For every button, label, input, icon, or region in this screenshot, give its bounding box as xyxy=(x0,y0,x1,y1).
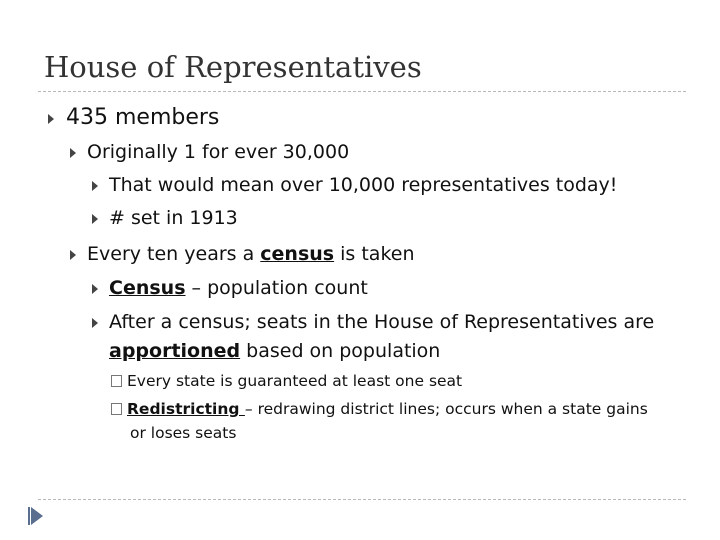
bullet-arrow-icon xyxy=(92,214,98,224)
bullet-guaranteed xyxy=(111,372,462,390)
box-bullet-icon xyxy=(111,403,122,415)
bullet-arrow-icon xyxy=(48,114,54,124)
bullet-redistricting xyxy=(111,400,648,418)
apportioned-term: apportioned xyxy=(109,340,241,362)
slide-title: House of Representatives xyxy=(44,50,422,84)
census-post-text: is taken xyxy=(334,243,415,265)
guaranteed-text: Every state is guaranteed at least one seat xyxy=(127,372,463,390)
bullet-mean: That would mean over 10,000 representatives today! xyxy=(109,174,618,196)
bullet-census-definition xyxy=(109,277,368,299)
slide-nav-play-icon[interactable] xyxy=(31,507,43,525)
title-divider xyxy=(38,91,686,92)
census-definition-term: Census xyxy=(109,277,186,299)
bullet-members: 435 members xyxy=(66,105,220,130)
bullet-arrow-icon xyxy=(70,148,76,158)
footer-divider xyxy=(38,499,686,500)
census-term: census xyxy=(260,243,335,265)
bullet-arrow-icon xyxy=(92,284,98,294)
bullet-after-census-line2 xyxy=(109,340,440,362)
apportioned-rest: based on population xyxy=(240,340,441,362)
bullet-after-census-line1: After a census; seats in the House of Representatives are xyxy=(109,311,655,333)
box-bullet-icon xyxy=(111,375,122,387)
bullet-arrow-icon xyxy=(92,181,98,191)
bullet-redistricting-line2: or loses seats xyxy=(130,424,237,442)
redistricting-term: Redistricting xyxy=(127,400,245,418)
bullet-set: # set in 1913 xyxy=(109,207,238,229)
bullet-originally: Originally 1 for ever 30,000 xyxy=(87,141,350,163)
slide-nav-bar-icon[interactable] xyxy=(28,507,30,525)
redistricting-text: – redrawing district lines; occurs when a state gains xyxy=(244,400,648,418)
census-pre-text: Every ten years a xyxy=(87,243,261,265)
bullet-arrow-icon xyxy=(92,318,98,328)
census-definition-text: – population count xyxy=(185,277,368,299)
bullet-arrow-icon xyxy=(70,250,76,260)
bullet-census xyxy=(87,243,415,265)
